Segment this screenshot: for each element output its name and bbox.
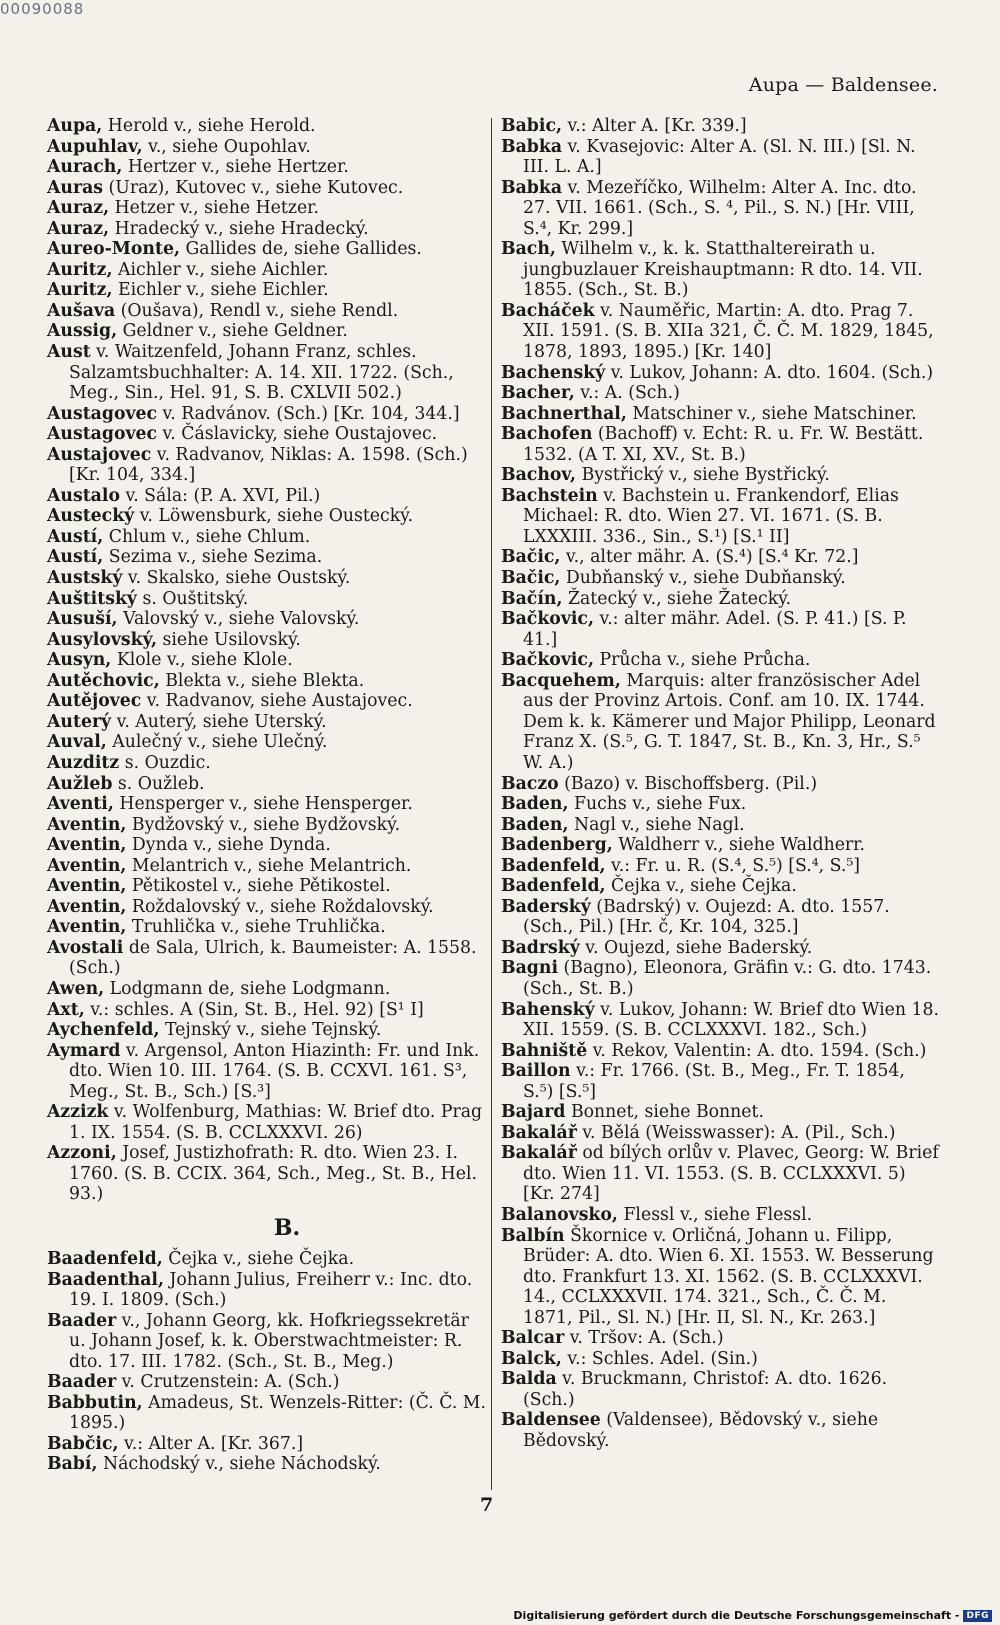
entry-text: v. Wolfenburg, Mathias: W. Brief dto. Prag 1. IX. 1554. (S. B. CCLXXXVI. 26) bbox=[69, 1102, 483, 1143]
dictionary-entry bbox=[47, 650, 487, 671]
entry-headword: Aventin, bbox=[47, 835, 127, 856]
entry-headword: Auraz, bbox=[47, 218, 110, 239]
entry-text: s. Oužleb. bbox=[112, 773, 205, 794]
right-entries bbox=[501, 116, 939, 1452]
entry-text: Johann Julius, Freiherr v.: Inc. dto. 19. I. 1809. (Sch.) bbox=[69, 1269, 473, 1311]
entry-text: Truhlička v., siehe Truhlička. bbox=[126, 917, 386, 938]
entry-headword: Aychenfeld, bbox=[47, 1020, 160, 1041]
dictionary-entry bbox=[47, 1372, 487, 1393]
column-divider bbox=[491, 118, 492, 1490]
dictionary-entry bbox=[47, 301, 487, 322]
entry-headword: Badenberg, bbox=[501, 835, 613, 856]
entry-text: v. Mezeříčko, Wilhelm: Alter A. Inc. dto. 27. VII. 1661. (Sch., S. ⁴, Pil., S. N.) [Hr. VIII, S.⁴, Kr. 299.] bbox=[523, 177, 917, 239]
dictionary-entry bbox=[47, 856, 487, 877]
dictionary-entry bbox=[47, 547, 487, 568]
entry-headword: Axt, bbox=[47, 999, 85, 1020]
entry-headword: Aventin, bbox=[47, 855, 127, 876]
entry-text: v.: schles. A (Sin, St. B., Hel. 92) [S¹ I] bbox=[84, 999, 424, 1020]
entry-text: Waldherr v., siehe Waldherr. bbox=[612, 835, 866, 856]
entry-headword: Bagni bbox=[501, 958, 559, 979]
dictionary-entry bbox=[47, 260, 487, 281]
dictionary-entry bbox=[47, 774, 487, 795]
entry-text: od bílých orlův v. Plavec, Georg: W. Brief dto. Wien 11. VI. 1553. (S. B. CCLXXXVI. 5) [Kr. 274] bbox=[523, 1143, 939, 1205]
entry-headword: Baderský bbox=[501, 896, 591, 917]
entry-headword: Aussig, bbox=[47, 321, 118, 342]
entry-headword: Auštitský bbox=[47, 588, 137, 609]
dictionary-entry bbox=[47, 445, 487, 486]
running-header: Aupa — Baldensee. bbox=[748, 74, 938, 96]
entry-headword: Bachov, bbox=[501, 465, 577, 486]
dictionary-entry bbox=[501, 1061, 939, 1102]
entry-headword: Aužleb bbox=[47, 773, 113, 794]
entry-headword: Baden, bbox=[501, 814, 569, 835]
dictionary-entry bbox=[47, 280, 487, 301]
entry-text: v. Tršov: A. (Sch.) bbox=[564, 1328, 724, 1349]
entry-headword: Aventin, bbox=[47, 917, 127, 938]
dictionary-entry bbox=[47, 732, 487, 753]
dictionary-entry bbox=[501, 547, 939, 568]
dictionary-entry bbox=[501, 876, 939, 897]
dictionary-entry bbox=[47, 342, 487, 404]
dictionary-entry bbox=[501, 1205, 939, 1226]
entry-text: s. Ouštitský. bbox=[136, 588, 249, 609]
left-column bbox=[47, 116, 487, 1475]
entry-text: (Uraz), Kutovec v., siehe Kutovec. bbox=[103, 177, 404, 198]
entry-text: v. Bělá (Weisswasser): A. (Pil., Sch.) bbox=[576, 1122, 896, 1143]
dictionary-entry bbox=[47, 506, 487, 527]
entry-text: Aulečný v., siehe Ulečný. bbox=[106, 732, 328, 753]
dictionary-entry bbox=[47, 137, 487, 158]
entry-headword: Babčic, bbox=[47, 1433, 119, 1454]
dictionary-entry bbox=[501, 1102, 939, 1123]
dictionary-entry bbox=[501, 609, 939, 650]
entry-headword: Babbutin, bbox=[47, 1392, 143, 1413]
entry-text: Čejka v., siehe Čejka. bbox=[162, 1248, 355, 1269]
entry-text: v. Bachstein u. Frankendorf, Elias Michael: R. dto. Wien 27. VI. 1671. (S. B. LXXXIII. 336., Sin., S.¹) [S.¹ II] bbox=[523, 485, 899, 547]
entry-text: v.: Fr. 1766. (St. B., Meg., Fr. T. 1854, S.⁵) [S.⁵] bbox=[523, 1061, 905, 1102]
page-number: 7 bbox=[480, 1494, 494, 1516]
dictionary-entry bbox=[47, 897, 487, 918]
entry-headword: Ausyn, bbox=[47, 650, 112, 671]
entry-text: Dynda v., siehe Dynda. bbox=[126, 835, 331, 856]
entry-text: Hensperger v., siehe Hensperger. bbox=[113, 794, 413, 815]
dictionary-entry bbox=[47, 568, 487, 589]
entry-headword: Austecký bbox=[47, 506, 135, 527]
entry-headword: Bachofen bbox=[501, 424, 593, 445]
entry-headword: Badenfeld, bbox=[501, 876, 606, 897]
dictionary-entry bbox=[501, 815, 939, 836]
entry-text: Hetzer v., siehe Hetzer. bbox=[109, 198, 320, 219]
entry-headword: Babic, bbox=[501, 116, 562, 136]
entry-text: (Bazo) v. Bischoffsberg. (Pil.) bbox=[558, 773, 818, 794]
right-column bbox=[501, 116, 939, 1452]
entry-text: Josef, Justizhofrath: R. dto. Wien 23. I. 1760. (S. B. CCIX. 364, Sch., Meg., St. B., Hel. 93.) bbox=[69, 1143, 477, 1205]
entry-headword: Baader bbox=[47, 1372, 117, 1393]
dictionary-entry bbox=[501, 424, 939, 465]
entry-text: v. Waitzenfeld, Johann Franz, schles. Salzamtsbuchhalter: A. 14. XII. 1722. (Sch., Meg., Sin., Hel. 91, S. B. CXLVII 502.) bbox=[69, 342, 454, 404]
dictionary-entry bbox=[501, 404, 939, 425]
entry-headword: Aymard bbox=[47, 1040, 121, 1061]
entry-headword: Awen, bbox=[47, 978, 105, 999]
entry-text: s. Ouzdic. bbox=[119, 752, 211, 773]
entry-headword: Badrský bbox=[501, 937, 580, 958]
entry-headword: Balck, bbox=[501, 1348, 562, 1369]
left-entries-b bbox=[47, 1249, 487, 1475]
dictionary-entry bbox=[47, 1102, 487, 1143]
dictionary-entry bbox=[47, 404, 487, 425]
entry-headword: Babí, bbox=[47, 1454, 98, 1475]
entry-headword: Auritz, bbox=[47, 259, 113, 280]
entry-text: Flessl v., siehe Flessl. bbox=[617, 1204, 813, 1225]
entry-headword: Ausuší, bbox=[47, 609, 118, 630]
entry-text: v. Bruckmann, Christof: A. dto. 1626. (Sch.) bbox=[523, 1369, 888, 1410]
entry-text: (Valdensee), Bědovský v., siehe Bědovský. bbox=[523, 1410, 879, 1451]
dictionary-entry bbox=[47, 691, 487, 712]
entry-headword: Aventi, bbox=[47, 794, 114, 815]
dictionary-entry bbox=[501, 363, 939, 384]
entry-headword: Baldensee bbox=[501, 1410, 601, 1431]
entry-headword: Baden, bbox=[501, 794, 569, 815]
dictionary-entry bbox=[501, 178, 939, 240]
entry-text: v. Radvanov, Niklas: A. 1598. (Sch.) [Kr. 104, 334.] bbox=[69, 444, 468, 486]
dictionary-entry bbox=[501, 671, 939, 774]
dictionary-entry bbox=[47, 1000, 487, 1021]
entry-headword: Aust bbox=[47, 342, 91, 363]
dictionary-entry bbox=[47, 486, 487, 507]
dictionary-entry bbox=[501, 1143, 939, 1205]
entry-text: Amadeus, St. Wenzels-Ritter: (Č. Č. M. 1895.) bbox=[69, 1392, 487, 1434]
entry-headword: Aušava bbox=[47, 300, 116, 321]
dictionary-entry bbox=[501, 650, 939, 671]
entry-text: Valovský v., siehe Valovský. bbox=[117, 609, 360, 630]
entry-text: (Badrský) v. Oujezd: A. dto. 1557. (Sch., Pil.) [Hr. č, Kr. 104, 325.] bbox=[523, 896, 890, 938]
dictionary-entry bbox=[501, 239, 939, 301]
entry-headword: Austagovec bbox=[47, 424, 158, 445]
entry-text: Lodgmann de, siehe Lodgmann. bbox=[104, 978, 391, 999]
dictionary-entry bbox=[47, 527, 487, 548]
dictionary-entry bbox=[501, 1000, 939, 1041]
entry-headword: Balcar bbox=[501, 1328, 565, 1349]
dictionary-entry bbox=[47, 917, 487, 938]
entry-headword: Bacher, bbox=[501, 383, 575, 404]
dictionary-entry bbox=[47, 157, 487, 178]
dictionary-entry bbox=[47, 1393, 487, 1434]
dictionary-entry bbox=[47, 979, 487, 1000]
entry-text: Fuchs v., siehe Fux. bbox=[568, 794, 747, 815]
entry-text: v.: Fr. u. R. (S.⁴, S.⁵) [S.⁴, S.⁵] bbox=[605, 855, 861, 876]
entry-text: v. Sála: (P. A. XVI, Pil.) bbox=[119, 485, 321, 506]
entry-headword: Auval, bbox=[47, 732, 107, 753]
dictionary-entry bbox=[47, 1454, 487, 1475]
entry-text: Matschiner v., siehe Matschiner. bbox=[626, 403, 917, 424]
entry-text: Blekta v., siehe Blekta. bbox=[159, 670, 365, 691]
entry-text: v. Kvasejovic: Alter A. (Sl. N. III.) [Sl. N. III. L. A.] bbox=[523, 136, 916, 178]
entry-headword: Aupuhlav, bbox=[47, 136, 143, 157]
entry-headword: Azzoni, bbox=[47, 1143, 117, 1164]
entry-headword: Autějovec bbox=[47, 691, 142, 712]
dictionary-entry bbox=[501, 465, 939, 486]
entry-headword: Aurach, bbox=[47, 157, 123, 178]
dictionary-entry bbox=[47, 116, 487, 137]
entry-text: v.: Schles. Adel. (Sin.) bbox=[561, 1348, 758, 1369]
entry-headword: Austí, bbox=[47, 526, 104, 547]
entry-text: Bydžovský v., siehe Bydžovský. bbox=[126, 814, 401, 835]
dictionary-entry bbox=[501, 137, 939, 178]
dictionary-entry bbox=[47, 835, 487, 856]
footer-text: Digitalisierung gefördert durch die Deutsche Forschungsgemeinschaft - bbox=[513, 1609, 960, 1622]
dictionary-entry bbox=[47, 712, 487, 733]
entry-text: Tejnský v., siehe Tejnský. bbox=[159, 1020, 382, 1041]
entry-text: de Sala, Ulrich, k. Baumeister: A. 1558. (Sch.) bbox=[69, 937, 477, 979]
dictionary-entry bbox=[501, 1123, 939, 1144]
entry-headword: Aupa, bbox=[47, 116, 103, 136]
entry-headword: Bačkovic, bbox=[501, 609, 594, 630]
entry-headword: Aventin, bbox=[47, 814, 127, 835]
entry-headword: Baader bbox=[47, 1310, 117, 1331]
entry-headword: Baillon bbox=[501, 1061, 571, 1082]
entry-text: Nagl v., siehe Nagl. bbox=[568, 814, 745, 835]
dictionary-entry bbox=[501, 383, 939, 404]
entry-headword: Bacquehem, bbox=[501, 670, 621, 691]
entry-text: v., Johann Georg, kk. Hofkriegssekretär u. Johann Josef, k. k. Oberstwachtmeister: R. dto. 17. III. 1782. (Sch., St. B., Meg.) bbox=[69, 1310, 469, 1372]
entry-text: v. Löwensburk, siehe Oustecký. bbox=[134, 506, 414, 527]
entry-headword: Ausylovský, bbox=[47, 629, 157, 650]
entry-text: v.: A. (Sch.) bbox=[574, 383, 680, 404]
dictionary-entry bbox=[47, 198, 487, 219]
entry-headword: Bakalář bbox=[501, 1122, 577, 1143]
footer bbox=[513, 1609, 992, 1622]
dfg-logo: DFG bbox=[963, 1610, 992, 1622]
entry-text: Žatecký v., siehe Žatecký. bbox=[562, 588, 792, 609]
entry-headword: Bachenský bbox=[501, 362, 606, 383]
entry-text: v., alter mähr. A. (S.⁴) [S.⁴ Kr. 72.] bbox=[560, 547, 859, 568]
entry-headword: Balanovsko, bbox=[501, 1204, 618, 1225]
entry-headword: Austagovec bbox=[47, 403, 158, 424]
entry-headword: Auritz, bbox=[47, 280, 113, 301]
dictionary-entry bbox=[47, 239, 487, 260]
dictionary-entry bbox=[501, 1410, 939, 1451]
entry-text: Čejka v., siehe Čejka. bbox=[605, 876, 797, 897]
entry-headword: Bahenský bbox=[501, 999, 595, 1020]
entry-text: Náchodský v., siehe Náchodský. bbox=[97, 1454, 381, 1475]
entry-headword: Badenfeld, bbox=[501, 855, 606, 876]
entry-text: v.: Alter A. [Kr. 339.] bbox=[562, 116, 747, 136]
entry-headword: Austalo bbox=[47, 485, 120, 506]
entry-text: siehe Usilovský. bbox=[156, 629, 301, 650]
entry-headword: Auras bbox=[47, 177, 104, 198]
entry-headword: Auraz, bbox=[47, 198, 110, 219]
entry-text: v. Čáslavicky, siehe Oustajovec. bbox=[157, 424, 438, 445]
entry-text: Bystřický v., siehe Bystřický. bbox=[576, 465, 830, 486]
dictionary-entry bbox=[47, 671, 487, 692]
section-letter: B. bbox=[273, 1214, 301, 1241]
entry-text: Klole v., siehe Klole. bbox=[111, 650, 293, 671]
dictionary-entry bbox=[501, 568, 939, 589]
entry-headword: Bačic, bbox=[501, 547, 561, 568]
entry-headword: Aventin, bbox=[47, 896, 127, 917]
dictionary-entry bbox=[47, 1143, 487, 1205]
dictionary-entry bbox=[47, 630, 487, 651]
dictionary-entry bbox=[47, 178, 487, 199]
entry-headword: Babka bbox=[501, 136, 563, 157]
dictionary-entry bbox=[47, 815, 487, 836]
dictionary-entry bbox=[47, 1041, 487, 1103]
entry-text: Gallides de, siehe Gallides. bbox=[180, 239, 422, 260]
entry-text: Eichler v., siehe Eichler. bbox=[112, 280, 329, 301]
dictionary-entry bbox=[501, 1369, 939, 1410]
entry-text: Melantrich v., siehe Melantrich. bbox=[126, 855, 412, 876]
entry-headword: Bačkovic, bbox=[501, 650, 594, 671]
entry-text: v. Radvanov, siehe Austajovec. bbox=[141, 691, 413, 712]
entry-text: v. Rekov, Valentin: A. dto. 1594. (Sch.) bbox=[587, 1040, 927, 1061]
entry-text: Škornice v. Orličná, Johann u. Filipp, Brüder: A. dto. Wien 6. XI. 1553. W. Besserung dto. Frankfurt 13. XI. 1562. (S. B. CCLXXXVI. 14., CCLXXXVII. 174. 321., Sch., Č. Č. M. 1871, Pil., Sl. N.) [Hr. II, Sl. N., Kr. 263.] bbox=[523, 1225, 934, 1328]
entry-text: Bonnet, siehe Bonnet. bbox=[565, 1102, 764, 1123]
dictionary-entry bbox=[501, 1328, 939, 1349]
entry-text: Hradecký v., siehe Hradecký. bbox=[109, 218, 369, 239]
entry-text: Dubňanský v., siehe Dubňanský. bbox=[560, 568, 846, 589]
entry-text: Roždalovský v., siehe Roždalovský. bbox=[126, 896, 434, 917]
entry-text: v.: Alter A. [Kr. 367.] bbox=[118, 1433, 304, 1454]
entry-headword: Aventin, bbox=[47, 876, 127, 897]
dictionary-entry bbox=[47, 1270, 487, 1311]
entry-headword: Bacháček bbox=[501, 300, 595, 321]
dictionary-entry bbox=[47, 609, 487, 630]
dictionary-entry bbox=[47, 794, 487, 815]
entry-text: Průcha v., siehe Průcha. bbox=[593, 650, 811, 671]
dictionary-entry bbox=[47, 938, 487, 979]
entry-headword: Austský bbox=[47, 568, 123, 589]
dictionary-entry bbox=[501, 1041, 939, 1062]
archive-number: 00090088 bbox=[0, 0, 85, 18]
dictionary-entry bbox=[47, 753, 487, 774]
entry-headword: Baczo bbox=[501, 773, 559, 794]
entry-headword: Bachnerthal, bbox=[501, 403, 627, 424]
entry-headword: Bačín, bbox=[501, 588, 563, 609]
dictionary-entry bbox=[47, 321, 487, 342]
entry-headword: Babka bbox=[501, 177, 563, 198]
entry-headword: Austajovec bbox=[47, 444, 152, 465]
entry-headword: Avostali bbox=[47, 937, 124, 958]
dictionary-entry bbox=[47, 589, 487, 610]
dictionary-entry bbox=[501, 897, 939, 938]
dictionary-entry bbox=[501, 794, 939, 815]
dictionary-entry bbox=[47, 876, 487, 897]
entry-headword: Bachstein bbox=[501, 485, 598, 506]
dictionary-entry bbox=[47, 1020, 487, 1041]
dictionary-entry bbox=[47, 1249, 487, 1270]
entry-headword: Aureo-Monte, bbox=[47, 239, 180, 260]
entry-headword: Auterý bbox=[47, 711, 112, 732]
entry-headword: Bačic, bbox=[501, 568, 561, 589]
entry-headword: Baadenfeld, bbox=[47, 1248, 163, 1269]
entry-text: v. Skalsko, siehe Oustský. bbox=[122, 568, 351, 589]
entry-text: v.: alter mähr. Adel. (S. P. 41.) [S. P. 41.] bbox=[523, 609, 907, 650]
entry-headword: Baadenthal, bbox=[47, 1269, 164, 1290]
dictionary-entry bbox=[47, 219, 487, 240]
entry-text: v. Radvánov. (Sch.) [Kr. 104, 344.] bbox=[157, 403, 460, 424]
dictionary-entry bbox=[501, 856, 939, 877]
entry-text: v. Auterý, siehe Uterský. bbox=[111, 711, 327, 732]
dictionary-entry bbox=[501, 116, 939, 137]
entry-text: v. Oujezd, siehe Baderský. bbox=[579, 937, 813, 958]
dictionary-entry bbox=[47, 1311, 487, 1373]
dictionary-entry bbox=[501, 774, 939, 795]
entry-text: v. Crutzenstein: A. (Sch.) bbox=[116, 1372, 340, 1393]
entry-text: Aichler v., siehe Aichler. bbox=[112, 259, 329, 280]
entry-headword: Austí, bbox=[47, 547, 104, 568]
entry-text: (Bagno), Eleonora, Gräfin v.: G. dto. 1743. (Sch., St. B.) bbox=[523, 958, 932, 999]
entry-text: Chlum v., siehe Chlum. bbox=[103, 526, 311, 547]
entry-text: v., siehe Oupohlav. bbox=[142, 136, 311, 157]
dictionary-entry bbox=[501, 938, 939, 959]
dictionary-entry bbox=[501, 958, 939, 999]
entry-text: v. Argensol, Anton Hiazinth: Fr. und Ink. dto. Wien 10. III. 1764. (S. B. CCXVI. 161. S³, Meg., St. B., Sch.) [S.³] bbox=[69, 1040, 480, 1102]
entry-text: v. Lukov, Johann: W. Brief dto Wien 18. XII. 1559. (S. B. CCLXXXVI. 182., Sch.) bbox=[523, 999, 939, 1041]
dictionary-entry bbox=[47, 1434, 487, 1455]
entry-text: Pětikostel v., siehe Pětikostel. bbox=[126, 876, 391, 897]
entry-text: v. Nauměřic, Martin: A. dto. Prag 7. XII. 1591. (S. B. XIIa 321, Č. Č. M. 1829, 1845, 1878, 1893, 1895.) [Kr. 140] bbox=[523, 300, 934, 363]
entry-headword: Bahniště bbox=[501, 1040, 588, 1061]
dictionary-entry bbox=[501, 1226, 939, 1329]
entry-text: (Bachoff) v. Echt: R. u. Fr. W. Bestätt. 1532. (A T. XI, XV., St. B.) bbox=[523, 424, 924, 465]
entry-text: Herold v., siehe Herold. bbox=[102, 116, 316, 136]
entry-headword: Bach, bbox=[501, 239, 556, 260]
entry-headword: Azzizk bbox=[47, 1102, 109, 1123]
dictionary-entry bbox=[501, 589, 939, 610]
entry-headword: Balbín bbox=[501, 1225, 565, 1246]
entry-text: Hertzer v., siehe Hertzer. bbox=[122, 157, 349, 178]
entry-headword: Balda bbox=[501, 1369, 557, 1390]
dictionary-entry bbox=[501, 1349, 939, 1370]
dictionary-entry bbox=[501, 301, 939, 363]
entry-headword: Bakalář bbox=[501, 1143, 577, 1164]
entry-text: (Oušava), Rendl v., siehe Rendl. bbox=[115, 300, 399, 321]
entry-headword: Bajard bbox=[501, 1102, 566, 1123]
entry-headword: Auzditz bbox=[47, 752, 120, 773]
entry-text: Geldner v., siehe Geldner. bbox=[117, 321, 348, 342]
entry-text: Wilhelm v., k. k. Statthaltereirath u. jungbuzlauer Kreishauptmann: R dto. 14. VII. 1855. (Sch., St. B.) bbox=[523, 239, 923, 301]
dictionary-entry bbox=[501, 835, 939, 856]
entry-text: v. Lukov, Johann: A. dto. 1604. (Sch.) bbox=[605, 362, 934, 383]
entry-headword: Autěchovic, bbox=[47, 670, 160, 691]
left-entries-a bbox=[47, 116, 487, 1205]
dictionary-entry bbox=[47, 424, 487, 445]
entry-text: Marquis: alter französischer Adel aus der Provinz Artois. Conf. am 10. IX. 1744. Dem k. k. Kämerer und Major Philipp, Leonard Franz X. (S.⁵, G. T. 1847, St. B., Kn. 3, Hr., S.⁵ W. A.) bbox=[523, 670, 936, 773]
entry-text: Sezima v., siehe Sezima. bbox=[103, 547, 323, 568]
dictionary-entry bbox=[501, 486, 939, 548]
